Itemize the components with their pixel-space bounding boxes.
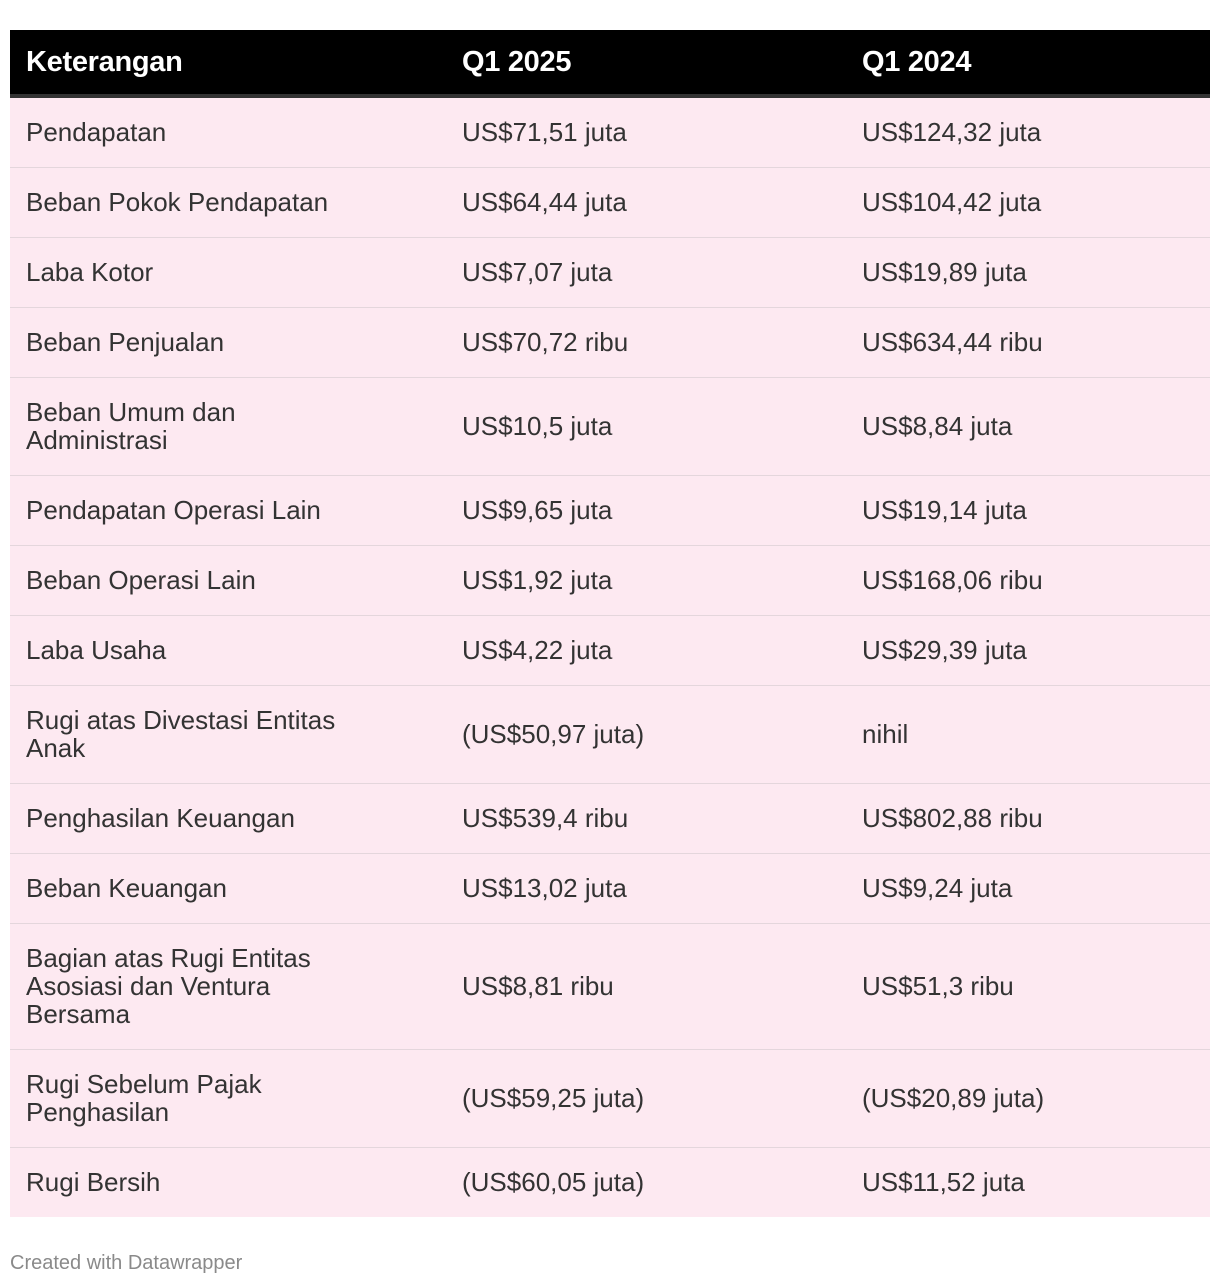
row-label: Beban Pokok Pendapatan [10,168,446,238]
table-row [10,96,1210,168]
row-label: Rugi Sebelum Pajak Penghasilan [10,1050,446,1148]
value-q1-2024: US$9,24 juta [846,854,1210,924]
table-row [10,686,1210,784]
value-q1-2025: US$64,44 juta [446,168,846,238]
value-q1-2024: US$168,06 ribu [846,546,1210,616]
row-label: Laba Usaha [10,616,446,686]
value-q1-2024: US$8,84 juta [846,378,1210,476]
row-label: Penghasilan Keuangan [10,784,446,854]
value-q1-2025: US$71,51 juta [446,96,846,168]
value-q1-2024: US$19,89 juta [846,238,1210,308]
row-label: Pendapatan [10,96,446,168]
value-q1-2025: US$9,65 juta [446,476,846,546]
column-header-q1-2024: Q1 2024 [846,30,1210,96]
row-label: Pendapatan Operasi Lain [10,476,446,546]
row-label: Beban Keuangan [10,854,446,924]
row-label: Rugi atas Divestasi Entitas Anak [10,686,446,784]
value-q1-2024: US$11,52 juta [846,1148,1210,1218]
row-label: Beban Penjualan [10,308,446,378]
row-label: Beban Umum dan Administrasi [10,378,446,476]
value-q1-2025: (US$59,25 juta) [446,1050,846,1148]
value-q1-2024: US$29,39 juta [846,616,1210,686]
table-row [10,378,1210,476]
table-row [10,616,1210,686]
table-row [10,168,1210,238]
value-q1-2024: (US$20,89 juta) [846,1050,1210,1148]
table-row [10,308,1210,378]
table-row [10,784,1210,854]
value-q1-2024: US$802,88 ribu [846,784,1210,854]
value-q1-2025: (US$50,97 juta) [446,686,846,784]
table-header [10,30,1210,96]
value-q1-2024: nihil [846,686,1210,784]
value-q1-2024: US$634,44 ribu [846,308,1210,378]
financial-table-container [10,30,1210,1217]
value-q1-2025: US$539,4 ribu [446,784,846,854]
row-label: Beban Operasi Lain [10,546,446,616]
table-row [10,854,1210,924]
datawrapper-credit: Created with Datawrapper [10,1252,243,1274]
row-label: Bagian atas Rugi Entitas Asosiasi dan Ventura Bersama [10,924,446,1050]
value-q1-2025: US$10,5 juta [446,378,846,476]
table-row [10,238,1210,308]
value-q1-2025: US$7,07 juta [446,238,846,308]
financial-table [10,30,1210,1217]
value-q1-2024: US$124,32 juta [846,96,1210,168]
column-header-keterangan: Keterangan [10,30,446,96]
value-q1-2024: US$104,42 juta [846,168,1210,238]
value-q1-2025: US$8,81 ribu [446,924,846,1050]
value-q1-2025: US$4,22 juta [446,616,846,686]
header-row [10,30,1210,96]
table-row [10,1050,1210,1148]
column-header-q1-2025: Q1 2025 [446,30,846,96]
value-q1-2025: US$13,02 juta [446,854,846,924]
value-q1-2025: US$1,92 juta [446,546,846,616]
table-row [10,546,1210,616]
value-q1-2025: (US$60,05 juta) [446,1148,846,1218]
value-q1-2024: US$19,14 juta [846,476,1210,546]
row-label: Rugi Bersih [10,1148,446,1218]
row-label: Laba Kotor [10,238,446,308]
table-body [10,96,1210,1217]
table-row [10,476,1210,546]
table-row [10,1148,1210,1218]
value-q1-2025: US$70,72 ribu [446,308,846,378]
value-q1-2024: US$51,3 ribu [846,924,1210,1050]
table-row [10,924,1210,1050]
